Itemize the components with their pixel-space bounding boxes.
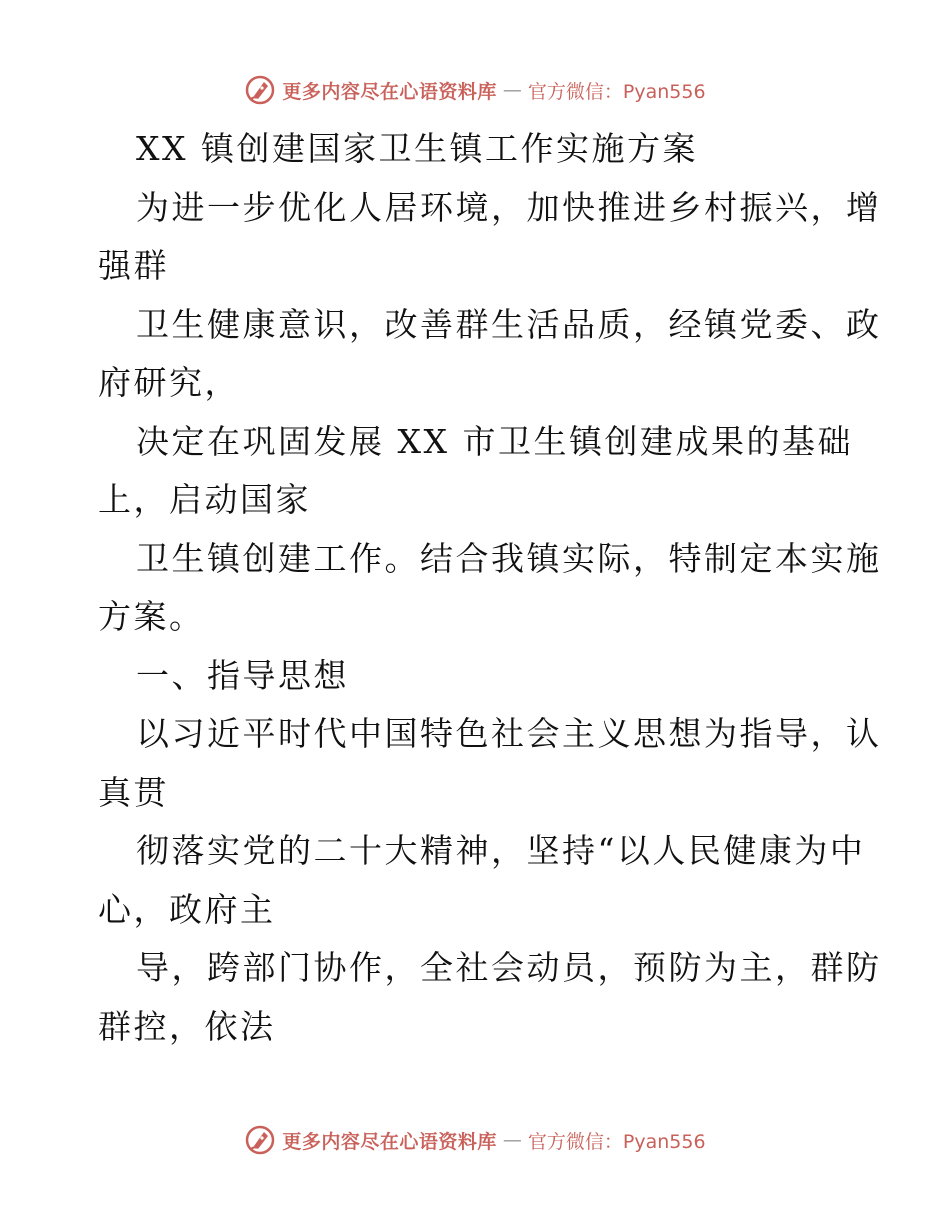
- footer-watermark: [0, 1120, 950, 1160]
- pen-nib-circle-icon: [244, 74, 276, 106]
- section-heading: 一、指导思想: [136, 655, 349, 695]
- paragraph-line: 导，跨部门协作，全社会动员，预防为主，群防: [136, 948, 882, 987]
- paragraph-line: 群控，依法: [98, 1006, 276, 1046]
- watermark-separator: —: [502, 1129, 522, 1151]
- paragraph-line: 卫生镇创建工作。结合我镇实际，特制定本实施: [136, 538, 882, 578]
- pen-nib-circle-icon: [244, 1124, 276, 1156]
- paragraph-line: 以习近平时代中国特色社会主义思想为指导，认: [136, 714, 882, 753]
- watermark-separator: —: [502, 79, 522, 101]
- paragraph-line: 卫生健康意识，改善群生活品质，经镇党委、政: [136, 304, 882, 344]
- document-title: XX 镇创建国家卫生镇工作实施方案: [136, 129, 698, 168]
- watermark-wechat-text: 官方微信：Pyan556: [527, 80, 706, 103]
- paragraph-line: 彻落实党的二十大精神，坚持“以人民健康为中: [136, 831, 866, 870]
- watermark-brand-text: 更多内容尽在心语资料库: [282, 80, 497, 103]
- paragraph-line: 府研究，: [98, 363, 240, 402]
- header-watermark: [0, 70, 950, 110]
- paragraph-line: 决定在巩固发展 XX 市卫生镇创建成果的基础: [136, 421, 853, 461]
- paragraph-line: 为进一步优化人居环境，加快推进乡村振兴，增: [136, 187, 882, 227]
- watermark-wechat-text: 官方微信：Pyan556: [527, 1130, 706, 1153]
- watermark-brand-text: 更多内容尽在心语资料库: [282, 1130, 497, 1153]
- paragraph-line: 方案。: [98, 597, 205, 636]
- paragraph-line: 上，启动国家: [98, 480, 311, 519]
- paragraph-line: 真贯: [98, 772, 169, 812]
- paragraph-line: 心，政府主: [98, 889, 276, 929]
- document-body: [98, 120, 882, 1056]
- paragraph-line: 强群: [98, 246, 169, 285]
